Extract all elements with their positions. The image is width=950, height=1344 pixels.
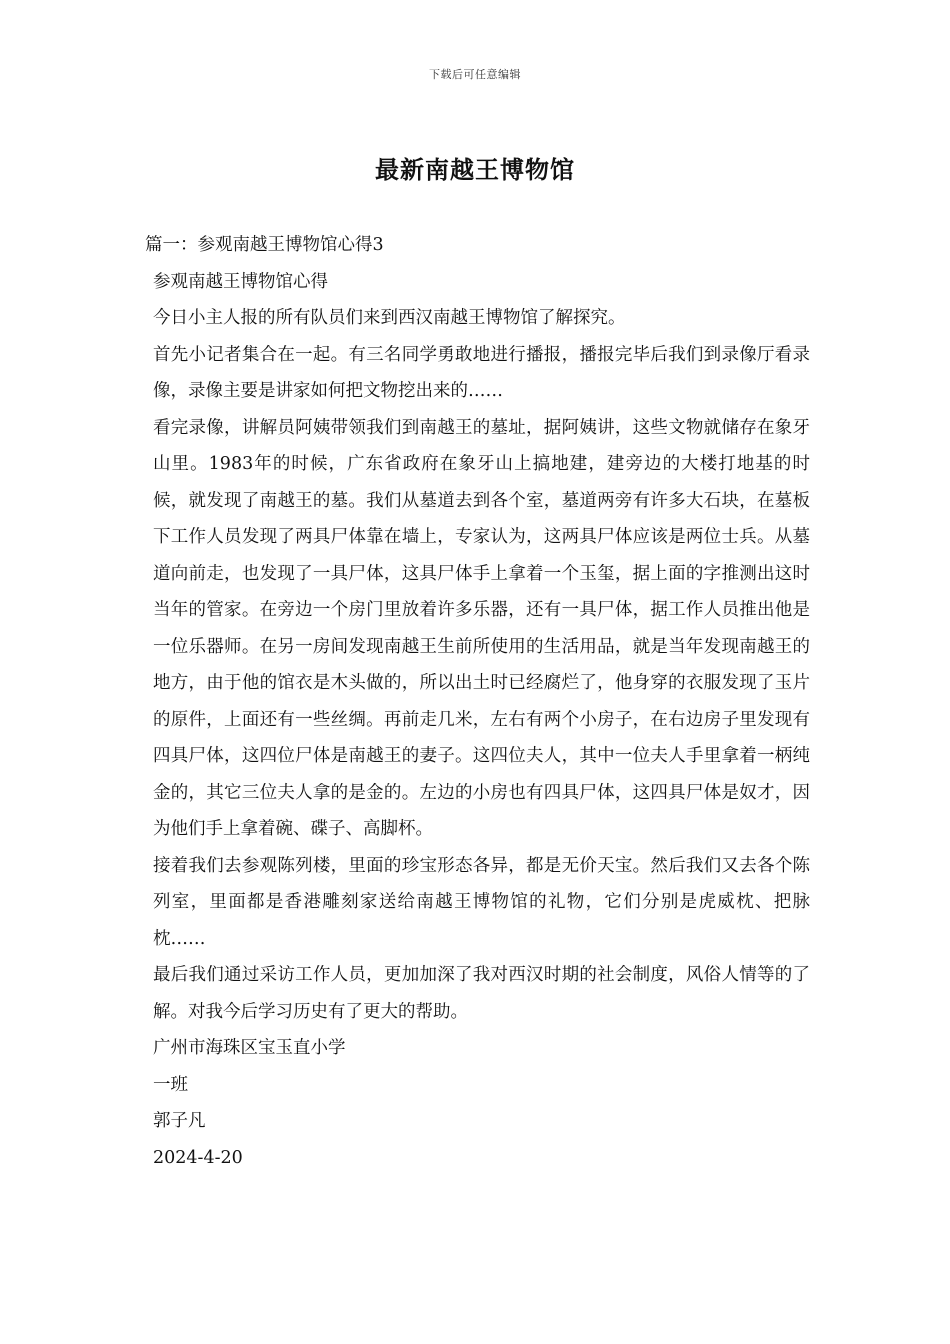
- paragraph-intro: 今日小主人报的所有队员们来到西汉南越王博物馆了解探究。: [153, 308, 626, 328]
- paragraph-tomb: 看完录像，讲解员阿姨带领我们到南越王的墓址，据阿姨讲，这些文物就储存在象牙山里。1983年的时候，广东省政府在象牙山上搞地建，建旁边的大楼打地基的时候，就发现了南越王的墓。我们从墓道去到各个室，墓道两旁有许多大石块，在墓板下工作人员发现了两具尸体靠在墙上，专家认为，这两具尸体应该是两位士兵。从墓道向前走，也发现了一具尸体，这具尸体手上拿着一个玉玺，据上面的字推测出这时当年的管家。在旁边一个房门里放着许多乐器，还有一具尸体，据工作人员推出他是一位乐器师。在另一房间发现南越王生前所使用的生活用品，就是当年发现南越王的地方，由于他的馆衣是木头做的，所以出土时已经腐烂了，他身穿的衣服发现了玉片的原件，上面还有一些丝绸。再前走几米，左右有两个小房子，在右边房子里发现有四具尸体，这四位尸体是南越王的妻子。这四位夫人，其中一位夫人手里拿着一柄纯金的，其它三位夫人拿的是金的。左边的小房也有四具尸体，这四具尸体是奴才，因为他们手上拿着碗、碟子、高脚杯。: [153, 417, 810, 839]
- signature-author: 郭子凡: [153, 1111, 206, 1131]
- document-title: 最新南越王博物馆: [375, 155, 575, 184]
- signature-class: 一班: [153, 1074, 188, 1095]
- paragraph-conclusion: 最后我们通过采访工作人员，更加加深了我对西汉时期的社会制度，风俗人情等的了解。对我今后学习历史有了更大的帮助。: [153, 965, 810, 1022]
- page-header-note: 下载后可任意编辑: [429, 68, 521, 81]
- signature-school: 广州市海珠区宝玉直小学: [153, 1038, 346, 1058]
- paragraph-first: 首先小记者集合在一起。有三名同学勇敢地进行播报，播报完毕后我们到录像厅看录像，录像主要是讲家如何把文物挖出来的……: [153, 344, 810, 401]
- section-heading: 篇一：参观南越王博物馆心得3: [145, 235, 384, 255]
- paragraph-exhibition: 接着我们去参观陈列楼，里面的珍宝形态各异，都是无价天宝。然后我们又去各个陈列室，里面都是香港雕刻家送给南越王博物馆的礼物，它们分别是虎威枕、把脉枕……: [153, 855, 810, 949]
- article-title: 参观南越王博物馆心得: [153, 271, 328, 292]
- document-body: [145, 227, 810, 1176]
- signature-date: 2024-4-20: [153, 1147, 243, 1168]
